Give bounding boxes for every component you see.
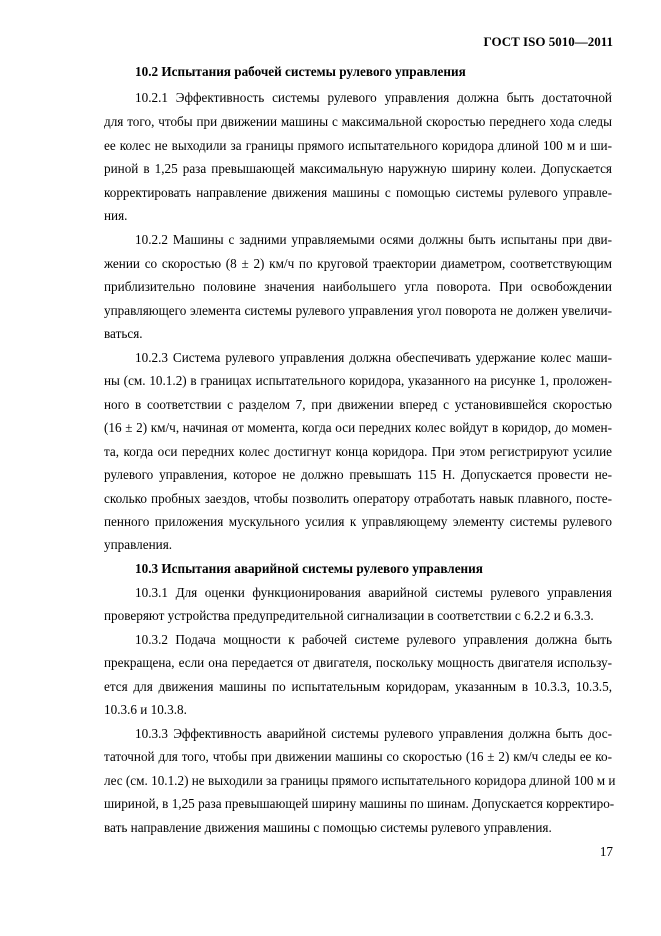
paragraph-line: ваться. bbox=[104, 326, 143, 341]
paragraph-line: та, когда оси передних колес достигнут конца коридора. При этом регистрируют усилие bbox=[104, 444, 612, 459]
section-heading-10-2: 10.2 Испытания рабочей системы рулевого управления bbox=[135, 64, 466, 79]
paragraph-line: риной в 1,25 раза превышающей максимальную наружную ширину колеи. Допускается bbox=[104, 161, 612, 176]
paragraph-line: (16 ± 2) км/ч, начиная от момента, когда оси передних колес войдут в коридор, до момен- bbox=[104, 420, 612, 435]
paragraph-line: управляющего элемента системы рулевого управления угол поворота не должен увеличи- bbox=[104, 303, 612, 318]
paragraph-line: прекращена, если она передается от двигателя, поскольку мощность двигателя использу- bbox=[104, 655, 612, 670]
paragraph-line: шириной, в 1,25 раза превышающей ширину машины по шинам. Допускается корректиро- bbox=[104, 796, 615, 811]
paragraph-line: 10.2.1 Эффективность системы рулевого управления должна быть достаточной bbox=[135, 90, 612, 105]
paragraph-line: ния. bbox=[104, 208, 128, 223]
paragraph-line: ее колес не выходили за границы прямого испытательного коридора длиной 100 м и ши- bbox=[104, 138, 612, 153]
paragraph-line: сколько пробных заездов, чтобы позволить оператору отработать навык плавного, посте- bbox=[104, 491, 612, 506]
paragraph-line: таточной для того, чтобы при движении машины со скоростью (16 ± 2) км/ч следы ее ко- bbox=[104, 749, 612, 764]
paragraph-line: проверяют устройства предупредительной сигнализации в соответствии с 6.2.2 и 6.3.3. bbox=[104, 608, 594, 623]
paragraph-line: для того, чтобы при движении машины с максимальной скоростью переднего хода следы bbox=[104, 114, 612, 129]
paragraph-line: жении со скоростью (8 ± 2) км/ч по круговой траектории диаметром, соответствующим bbox=[104, 256, 612, 271]
paragraph-line: 10.3.6 и 10.3.8. bbox=[104, 702, 187, 717]
paragraph-line: 10.3.3 Эффективность аварийной системы рулевого управления должна быть дос- bbox=[135, 726, 612, 741]
paragraph-line: пенного приложения мускульного усилия к управляющему элементу системы рулевого bbox=[104, 514, 612, 529]
paragraph-line: 10.3.2 Подача мощности к рабочей системе рулевого управления должна быть bbox=[135, 632, 612, 647]
paragraph-line: ного в соответствии с разделом 7, при движении вперед с установившейся скоростью bbox=[104, 397, 612, 412]
paragraph-line: управления. bbox=[104, 537, 173, 552]
paragraph-line: 10.2.3 Система рулевого управления должна обеспечивать удержание колес маши- bbox=[135, 350, 612, 365]
document-header-id: ГОСТ ISO 5010—2011 bbox=[483, 34, 613, 49]
paragraph-line: корректировать направление движения машины с помощью системы рулевого управле- bbox=[104, 185, 612, 200]
page-number: 17 bbox=[599, 844, 613, 859]
section-heading-10-3: 10.3 Испытания аварийной системы рулевого управления bbox=[135, 561, 483, 576]
paragraph-line: 10.3.1 Для оценки функционирования аварийной системы рулевого управления bbox=[135, 585, 612, 600]
paragraph-line: приблизительно половине значения наибольшего угла поворота. При освобождении bbox=[104, 279, 612, 294]
paragraph-line: вать направление движения машины с помощью системы рулевого управления. bbox=[104, 820, 552, 835]
paragraph-line: ется для движения машины по испытательным коридорам, указанным в 10.3.3, 10.3.5, bbox=[104, 679, 612, 694]
paragraph-line: рулевого управления, которое не должно превышать 115 Н. Допускается провести не- bbox=[104, 467, 612, 482]
paragraph-line: 10.2.2 Машины с задними управляемыми осями должны быть испытаны при дви- bbox=[135, 232, 612, 247]
paragraph-line: лес (см. 10.1.2) не выходили за границы прямого испытательного коридора длиной 100 м и bbox=[104, 773, 616, 788]
paragraph-line: ны (см. 10.1.2) в границах испытательного коридора, указанного на рисунке 1, проложен- bbox=[104, 373, 612, 388]
